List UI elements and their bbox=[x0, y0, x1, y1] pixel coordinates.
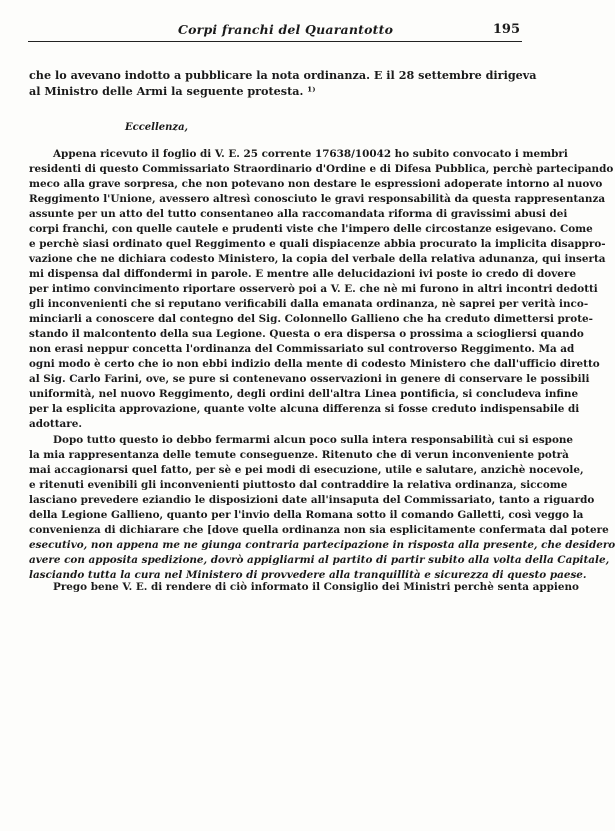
letter-line: per intimo convincimento riportare osserverò poi a V. E. che nè mi furono in altri incontri dedotti bbox=[29, 283, 598, 295]
letter-line: adottare. bbox=[29, 418, 82, 430]
letter-line: la mia rappresentanza delle temute conseguenze. Ritenuto che di verun inconveniente potrà bbox=[29, 449, 569, 461]
letter-line: e perchè siasi ordinato quel Reggimento e quali dispiacenze abbia procurato la implicita disappro- bbox=[29, 238, 606, 250]
letter-line: meco alla grave sorpresa, che non potevano non destare le espressioni adoperate intorno al nuovo bbox=[29, 178, 603, 190]
letter-line: per la esplicita approvazione, quante volte alcuna differenza si fosse creduto indispensabile di bbox=[29, 403, 580, 415]
letter-line: della Legione Gallieno, quanto per l'invio della Romana sotto il comando Galletti, così veggo la bbox=[29, 509, 584, 521]
letter-line: al Sig. Carlo Farini, ove, se pure si contenevano osservazioni in genere di conservare le possibili bbox=[29, 373, 590, 385]
letter-line: Dopo tutto questo io debbo fermarmi alcun poco sulla intera responsabilità cui si espone bbox=[53, 434, 574, 446]
letter-line: esecutivo, non appena me ne giunga contraria partecipazione in risposta alla presente, che desidero bbox=[29, 539, 615, 551]
letter-line: gli inconvenienti che si reputano verificabili dalla emanata ordinanza, nè saprei per verità inco- bbox=[29, 298, 589, 310]
letter-line: mai accagionarsi quel fatto, per sè e pei modi di esecuzione, utile e salutare, anzichè nocevole, bbox=[29, 464, 584, 476]
letter-line: stando il malcontento della sua Legione. Questa o era dispersa o prossima a sciogliersi quando bbox=[29, 328, 584, 340]
letter-line: lasciando tutta la cura nel Ministero di provvedere alla tranquillità e sicurezza di questo paese. bbox=[29, 569, 587, 581]
letter-line: Reggimento l'Unione, avessero altresì conosciuto le gravi responsabilità da questa rappresentanza bbox=[29, 193, 606, 205]
page-number: 195 bbox=[492, 22, 520, 37]
salutation: Eccellenza, bbox=[125, 122, 189, 133]
letter-line: ogni modo è certo che io non ebbi indizio della mente di codesto Ministero che dall'ufficio diretto bbox=[29, 358, 600, 370]
letter-line: minciarli a conoscere dal contegno del Sig. Colonnello Gallieno che ha creduto dimettersi prote- bbox=[29, 313, 593, 325]
letter-line: residenti di questo Commissariato Straordinario d'Ordine e di Difesa Pubblica, perchè partecipando bbox=[29, 163, 614, 175]
letter-line: e ritenuti evenibili gli inconvenienti piuttosto dal contraddire la relativa ordinanza, siccome bbox=[29, 479, 568, 491]
running-title: Corpi franchi del Quarantotto bbox=[178, 22, 394, 37]
intro-line: al Ministro delle Armi la seguente protesta. ¹⁾ bbox=[29, 84, 316, 98]
letter-line: convenienza di dichiarare che [dove quella ordinanza non sia esplicitamente confermata dal potere bbox=[29, 524, 609, 536]
intro-line: che lo avevano indotto a pubblicare la nota ordinanza. E il 28 settembre dirigeva bbox=[29, 68, 537, 82]
letter-line: mi dispensa dal diffondermi in parole. E mentre alle delucidazioni ivi poste io credo di dovere bbox=[29, 268, 576, 280]
letter-line: Appena ricevuto il foglio di V. E. 25 corrente 17638/10042 ho subito convocato i membri bbox=[53, 148, 568, 160]
letter-line: corpi franchi, con quelle cautele e prudenti viste che l'impero delle circostanze esigevano. Come bbox=[29, 223, 593, 235]
letter-line: avere con apposita spedizione, dovrò appigliarmi al partito di partir subito alla volta della Capitale, bbox=[29, 554, 610, 566]
letter-line: uniformità, nel nuovo Reggimento, degli ordini dell'altra Linea pontificia, si concludeva infine bbox=[29, 388, 579, 400]
letter-line: lasciano prevedere eziandio le disposizioni date all'insaputa del Commissariato, tanto a riguardo bbox=[29, 494, 595, 506]
letter-line: assunte per un atto del tutto consentaneo alla raccomandata riforma di gravissimi abusi dei bbox=[29, 208, 568, 220]
letter-line: Prego bene V. E. di rendere di ciò informato il Consiglio dei Ministri perchè senta appieno bbox=[53, 581, 579, 593]
letter-line: vazione che ne dichiara codesto Ministero, la copia del verbale della relativa adunanza, qui inserta bbox=[29, 253, 606, 265]
letter-line: non erasi neppur concetta l'ordinanza del Commissariato sul controverso Reggimento. Ma ad bbox=[29, 343, 575, 355]
